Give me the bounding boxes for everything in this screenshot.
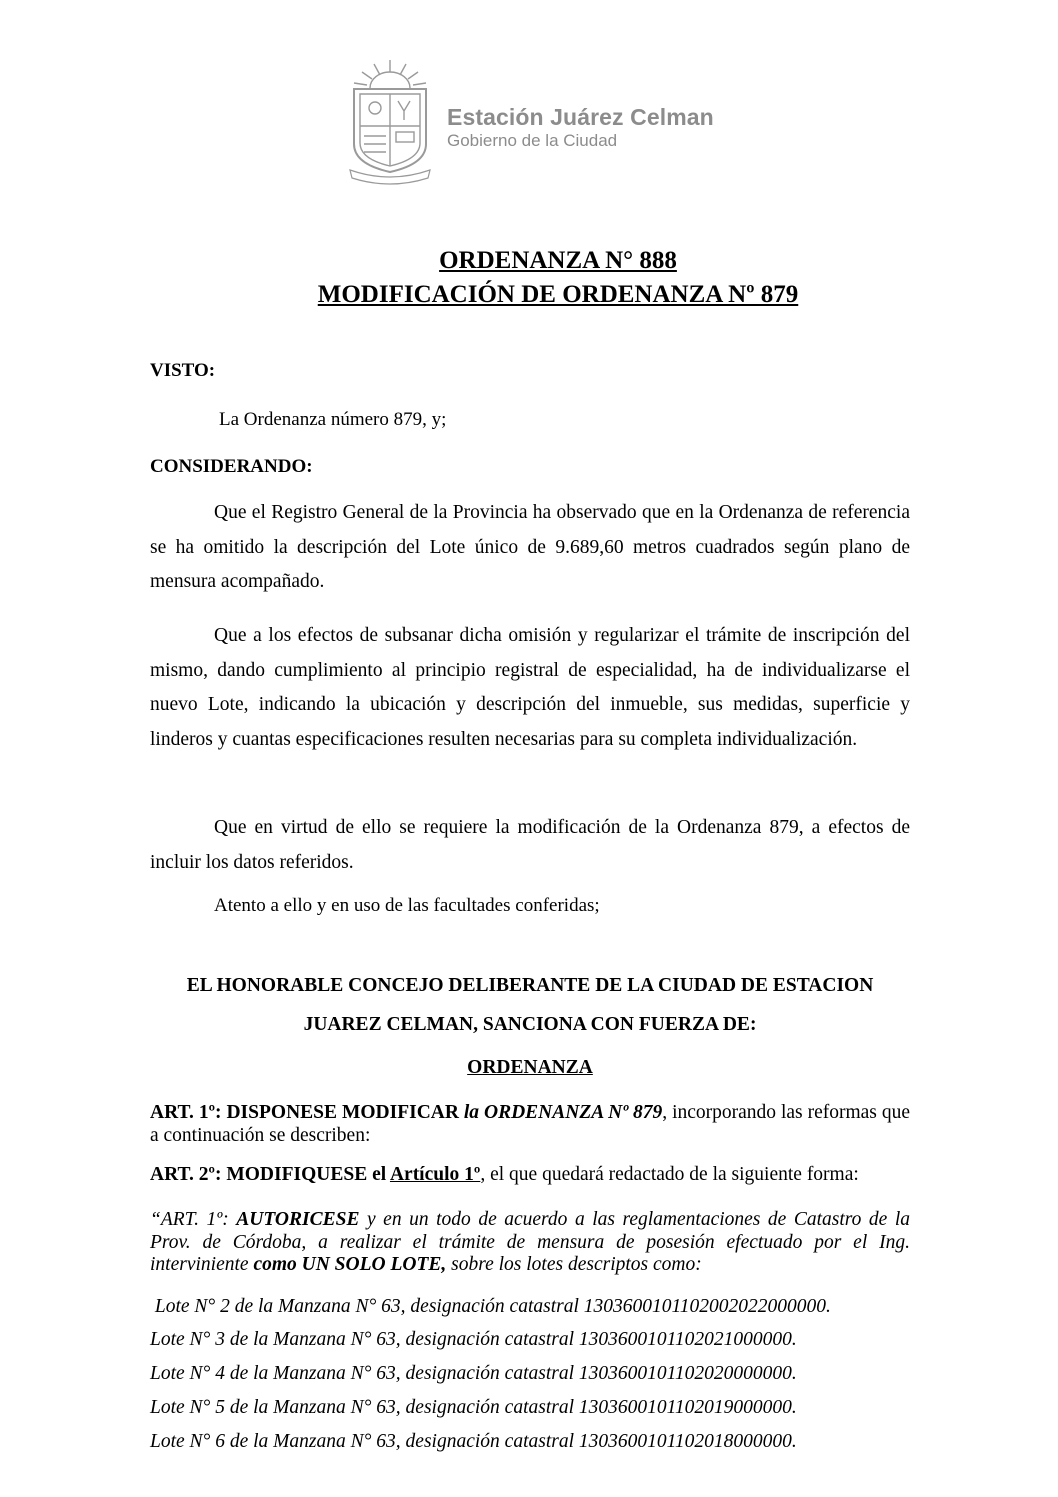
quote-authorize: AUTORICESE bbox=[236, 1209, 360, 1230]
article-1-reference: la ORDENANZA Nº 879 bbox=[463, 1102, 663, 1123]
considerando-paragraph: Atento a ello y en uso de las facultades conferidas; bbox=[214, 895, 600, 916]
quote-open: “ART. 1º: bbox=[150, 1209, 237, 1230]
article-2-reference: Artículo 1º bbox=[389, 1164, 481, 1185]
lote-item: Lote N° 5 de la Manzana N° 63, designación catastral 1303600101102019000000. bbox=[150, 1397, 797, 1418]
article-1 bbox=[150, 1101, 910, 1147]
article-2-label: ART. 2º: MODIFIQUESE el bbox=[150, 1164, 390, 1185]
document-title: ORDENANZA N° 888 bbox=[439, 247, 677, 274]
quote-end: sobre los lotes descriptos como: bbox=[446, 1254, 702, 1275]
city-coat-of-arms-logo bbox=[340, 56, 440, 186]
council-line: EL HONORABLE CONCEJO DELIBERANTE DE LA CIUDAD DE ESTACION bbox=[186, 975, 874, 996]
brand-subtitle: Gobierno de la Ciudad bbox=[447, 131, 618, 150]
lote-item: Lote N° 4 de la Manzana N° 63, designación catastral 1303600101102020000000. bbox=[150, 1363, 797, 1384]
lote-item: Lote N° 6 de la Manzana N° 63, designación catastral 1303600101102018000000. bbox=[150, 1431, 797, 1452]
lote-item: Lote N° 2 de la Manzana N° 63, designación catastral 1303600101102002022000000. bbox=[150, 1296, 831, 1317]
quote-single-lot: como UN SOLO LOTE, bbox=[253, 1254, 447, 1275]
quote-body: y en un todo de acuerdo a las reglamentaciones de Catastro de la Prov. de Córdoba, a realizar el trámite de mensura de posesión efectuado por el Ing. interviniente bbox=[150, 1209, 911, 1275]
article-2 bbox=[150, 1163, 910, 1186]
considerando-paragraph: Que a los efectos de subsanar dicha omisión y regularizar el trámite de inscripción del mismo, dando cumplimiento al principio registral de especialidad, ha de individualizarse el nuevo Lote, indicando la ubicación y descripción del inmueble, sus medidas, superficie y linderos y cuantas especificaciones resulten necesarias para su completa individualización. bbox=[150, 625, 910, 750]
lote-item: Lote N° 3 de la Manzana N° 63, designación catastral 1303600101102021000000. bbox=[150, 1329, 797, 1350]
ordenanza-heading: ORDENANZA bbox=[467, 1057, 593, 1078]
considerando-heading: CONSIDERANDO: bbox=[150, 456, 313, 477]
article-2-text: , el que quedará redactado de la siguiente forma: bbox=[480, 1164, 859, 1185]
visto-text: La Ordenanza número 879, y; bbox=[219, 409, 447, 430]
article-1-text: , incorporando las reformas que a continuación se describen: bbox=[150, 1102, 910, 1146]
modified-article-text bbox=[150, 1209, 910, 1277]
considerando-paragraph: Que el Registro General de la Provincia ha observado que en la Ordenanza de referencia se ha omitido la descripción del Lote único de 9.689,60 metros cuadrados según plano de mensura acompañado. bbox=[150, 502, 910, 592]
council-enactment bbox=[150, 966, 910, 1044]
visto-heading: VISTO: bbox=[150, 360, 216, 381]
brand-name: Estación Juárez Celman bbox=[447, 104, 714, 130]
article-1-label: ART. 1º: DISPONESE MODIFICAR bbox=[150, 1102, 464, 1123]
council-line: JUAREZ CELMAN, SANCIONA CON FUERZA DE: bbox=[303, 1014, 757, 1035]
considerando-paragraph: Que en virtud de ello se requiere la modificación de la Ordenanza 879, a efectos de incluir los datos referidos. bbox=[150, 817, 910, 873]
document-subtitle: MODIFICACIÓN DE ORDENANZA Nº 879 bbox=[317, 281, 799, 308]
